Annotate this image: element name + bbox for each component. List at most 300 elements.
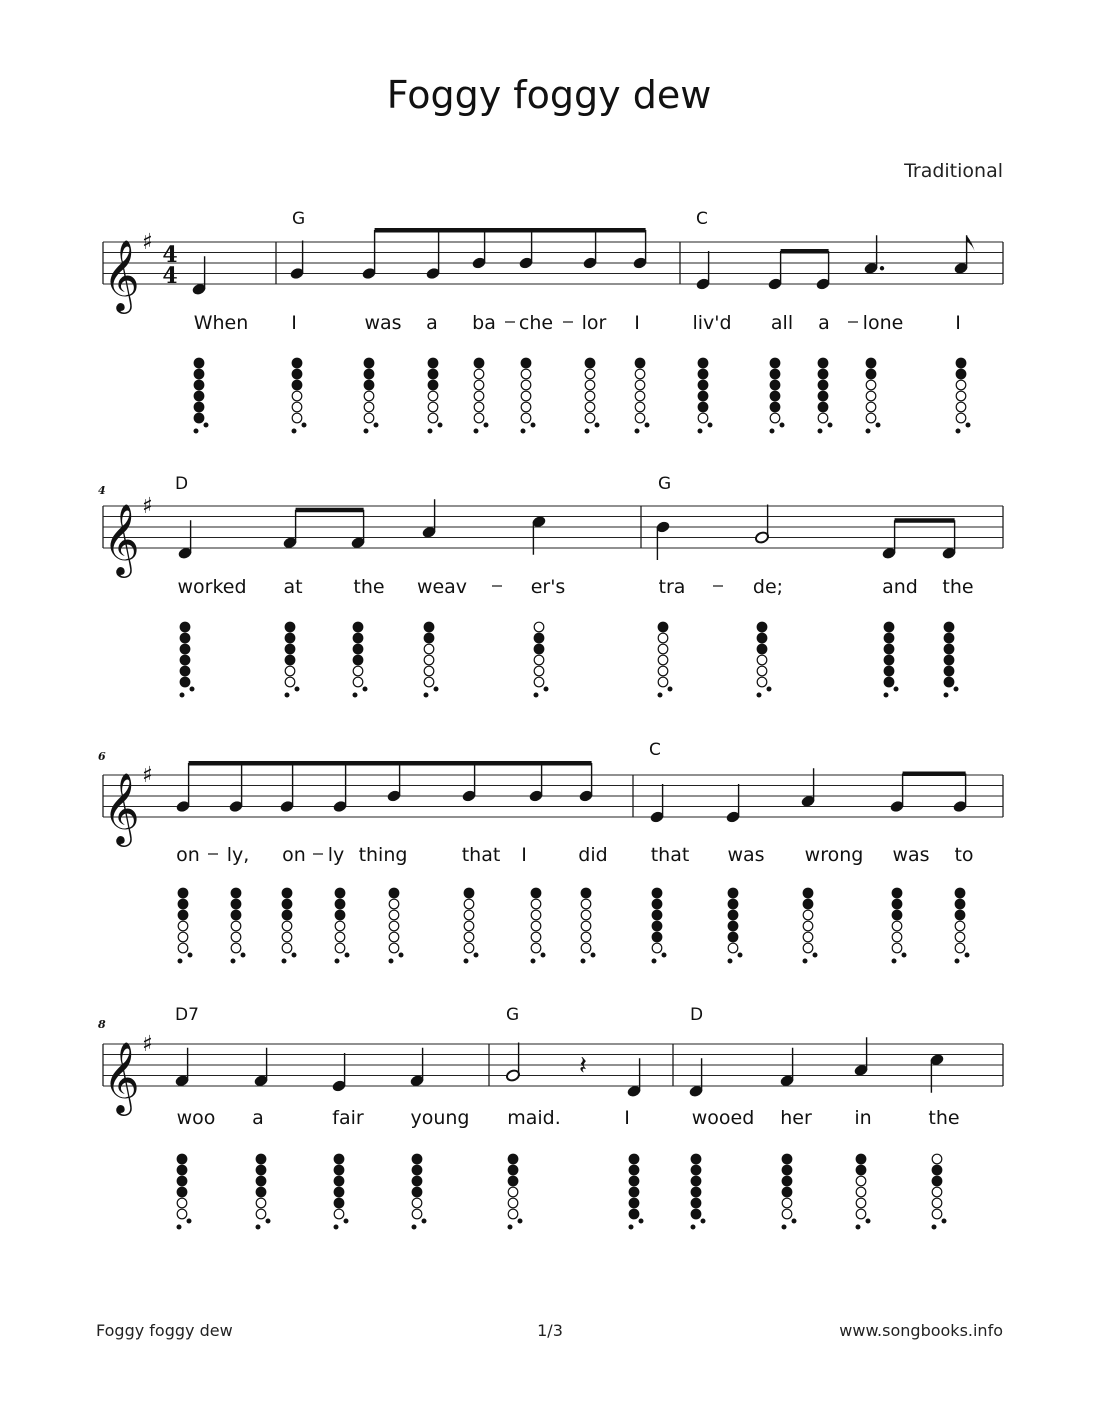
open-hole-icon [803, 932, 813, 942]
fingering-chart [944, 622, 959, 697]
open-hole-icon [956, 380, 966, 390]
covered-hole-icon [944, 644, 954, 654]
fingering-chart [474, 358, 489, 433]
tab-dot-icon [438, 423, 443, 428]
open-hole-icon [658, 633, 668, 643]
covered-hole-icon [474, 358, 484, 368]
covered-hole-icon [818, 369, 828, 379]
tab-dot-icon [374, 423, 379, 428]
open-hole-icon [658, 644, 668, 654]
covered-hole-icon [194, 380, 204, 390]
measure-number: 8 [98, 1018, 106, 1031]
covered-hole-icon [691, 1198, 701, 1208]
note-beam [903, 772, 966, 777]
covered-hole-icon [335, 888, 345, 898]
key-signature-sharp-icon: ♯ [142, 1032, 153, 1057]
open-hole-icon [364, 391, 374, 401]
covered-hole-icon [285, 622, 295, 632]
tab-dot-icon [424, 693, 429, 698]
covered-hole-icon [770, 369, 780, 379]
covered-hole-icon [178, 910, 188, 920]
open-hole-icon [757, 677, 767, 687]
open-hole-icon [424, 666, 434, 676]
covered-hole-icon [353, 644, 363, 654]
covered-hole-icon [334, 1176, 344, 1186]
open-hole-icon [698, 413, 708, 423]
fingering-chart [956, 358, 971, 433]
covered-hole-icon [353, 633, 363, 643]
chord-symbol: D [175, 474, 189, 494]
lyric-syllable: I [624, 1107, 630, 1129]
tab-dot-icon [464, 959, 469, 964]
tab-dot-icon [757, 693, 762, 698]
open-hole-icon [412, 1198, 422, 1208]
tab-dot-icon [241, 953, 246, 958]
footer-website: www.songbooks.info [839, 1321, 1003, 1340]
time-signature-numerator: 4 [162, 242, 178, 268]
lyric-syllable: a [818, 312, 830, 334]
open-hole-icon [892, 921, 902, 931]
fingering-chart [180, 622, 195, 697]
open-hole-icon [531, 910, 541, 920]
open-hole-icon [585, 380, 595, 390]
covered-hole-icon [884, 644, 894, 654]
open-hole-icon [581, 921, 591, 931]
covered-hole-icon [180, 622, 190, 632]
tab-dot-icon [204, 423, 209, 428]
open-hole-icon [856, 1176, 866, 1186]
covered-hole-icon [757, 622, 767, 632]
open-hole-icon [335, 932, 345, 942]
covered-hole-icon [691, 1165, 701, 1175]
covered-hole-icon [856, 1165, 866, 1175]
chord-symbol: G [506, 1005, 520, 1025]
tab-dot-icon [412, 1225, 417, 1230]
tab-dot-icon [738, 953, 743, 958]
music-system [98, 474, 1003, 698]
tab-dot-icon [474, 953, 479, 958]
tab-dot-icon [884, 693, 889, 698]
tab-dot-icon [942, 1219, 947, 1224]
tab-dot-icon [422, 1219, 427, 1224]
open-hole-icon [728, 943, 738, 953]
fingering-chart [691, 1154, 706, 1229]
open-hole-icon [531, 899, 541, 909]
covered-hole-icon [956, 369, 966, 379]
open-hole-icon [932, 1198, 942, 1208]
open-hole-icon [652, 943, 662, 953]
covered-hole-icon [285, 655, 295, 665]
open-hole-icon [474, 380, 484, 390]
covered-hole-icon [177, 1154, 187, 1164]
tab-dot-icon [668, 687, 673, 692]
covered-hole-icon [956, 358, 966, 368]
tab-dot-icon [544, 687, 549, 692]
open-hole-icon [353, 666, 363, 676]
lyric-syllable: young [410, 1107, 470, 1129]
open-hole-icon [364, 413, 374, 423]
covered-hole-icon [428, 369, 438, 379]
open-hole-icon [534, 677, 544, 687]
lyric-syllable: lor [581, 312, 607, 334]
tab-dot-icon [292, 953, 297, 958]
covered-hole-icon [892, 888, 902, 898]
covered-hole-icon [803, 888, 813, 898]
open-hole-icon [782, 1209, 792, 1219]
covered-hole-icon [177, 1165, 187, 1175]
lyric-syllable: and [882, 576, 918, 598]
open-hole-icon [585, 402, 595, 412]
lyric-syllable: all [770, 312, 794, 334]
lyric-syllable: was [727, 844, 765, 866]
covered-hole-icon [364, 369, 374, 379]
covered-hole-icon [292, 380, 302, 390]
footer-page-number: 1/3 [537, 1321, 563, 1340]
covered-hole-icon [629, 1154, 639, 1164]
tab-dot-icon [965, 953, 970, 958]
open-hole-icon [757, 666, 767, 676]
chord-symbol: C [649, 740, 661, 760]
open-hole-icon [956, 391, 966, 401]
covered-hole-icon [412, 1187, 422, 1197]
tab-dot-icon [295, 687, 300, 692]
lyric-syllable: was [364, 312, 402, 334]
covered-hole-icon [892, 910, 902, 920]
tab-dot-icon [231, 959, 236, 964]
covered-hole-icon [424, 622, 434, 632]
tab-dot-icon [399, 953, 404, 958]
covered-hole-icon [585, 358, 595, 368]
tab-dot-icon [698, 429, 703, 434]
tab-dot-icon [954, 687, 959, 692]
lyric-syllable: lone [862, 312, 904, 334]
covered-hole-icon [180, 666, 190, 676]
covered-hole-icon [944, 633, 954, 643]
lyric-syllable: ly [327, 844, 345, 866]
open-hole-icon [256, 1209, 266, 1219]
covered-hole-icon [353, 655, 363, 665]
music-system [98, 1005, 1003, 1230]
open-hole-icon [464, 921, 474, 931]
lyric-syllable: a [426, 312, 438, 334]
note-beam [189, 761, 592, 766]
tab-dot-icon [595, 423, 600, 428]
fingering-chart [531, 888, 546, 963]
covered-hole-icon [334, 1187, 344, 1197]
tab-dot-icon [508, 1225, 513, 1230]
open-hole-icon [508, 1209, 518, 1219]
note-beam [375, 228, 646, 233]
open-hole-icon [770, 413, 780, 423]
tab-dot-icon [353, 693, 358, 698]
fingering-chart [770, 358, 785, 433]
fingering-chart [698, 358, 713, 433]
covered-hole-icon [364, 358, 374, 368]
fingering-chart [428, 358, 443, 433]
covered-hole-icon [629, 1165, 639, 1175]
covered-hole-icon [884, 655, 894, 665]
fingering-chart [285, 622, 300, 697]
tab-dot-icon [344, 1219, 349, 1224]
lyric-syllable: did [578, 844, 608, 866]
open-hole-icon [285, 677, 295, 687]
open-hole-icon [231, 943, 241, 953]
fingering-chart [856, 1154, 871, 1229]
covered-hole-icon [629, 1198, 639, 1208]
fingering-chart [464, 888, 479, 963]
covered-hole-icon [412, 1165, 422, 1175]
open-hole-icon [757, 655, 767, 665]
open-hole-icon [282, 932, 292, 942]
covered-hole-icon [508, 1165, 518, 1175]
open-hole-icon [581, 910, 591, 920]
open-hole-icon [508, 1198, 518, 1208]
note-flag-icon [967, 235, 975, 251]
lyric-syllable: was [892, 844, 930, 866]
lyric-syllable: the [942, 576, 974, 598]
tab-dot-icon [364, 429, 369, 434]
covered-hole-icon [944, 666, 954, 676]
covered-hole-icon [629, 1187, 639, 1197]
covered-hole-icon [884, 633, 894, 643]
chord-symbol: D [690, 1005, 704, 1025]
open-hole-icon [658, 677, 668, 687]
covered-hole-icon [335, 899, 345, 909]
open-hole-icon [856, 1187, 866, 1197]
tab-dot-icon [190, 687, 195, 692]
note-beam [296, 508, 364, 513]
augmentation-dot [880, 266, 884, 270]
lyric-syllable: maid. [507, 1107, 561, 1129]
fingering-chart [884, 622, 899, 697]
tab-dot-icon [767, 687, 772, 692]
fingering-chart [782, 1154, 797, 1229]
fingering-chart [635, 358, 650, 433]
covered-hole-icon [728, 910, 738, 920]
open-hole-icon [585, 391, 595, 401]
tab-dot-icon [484, 423, 489, 428]
open-hole-icon [521, 380, 531, 390]
tab-dot-icon [645, 423, 650, 428]
open-hole-icon [464, 943, 474, 953]
open-hole-icon [389, 910, 399, 920]
covered-hole-icon [389, 888, 399, 898]
fingering-chart [803, 888, 818, 963]
covered-hole-icon [691, 1176, 701, 1186]
covered-hole-icon [256, 1165, 266, 1175]
covered-hole-icon [282, 888, 292, 898]
covered-hole-icon [658, 622, 668, 632]
lyric-syllable: the [928, 1107, 960, 1129]
treble-clef-icon: 𝄞 [103, 238, 140, 311]
covered-hole-icon [944, 655, 954, 665]
open-hole-icon [474, 391, 484, 401]
lyric-syllable: de; [752, 576, 784, 598]
key-signature-sharp-icon: ♯ [142, 230, 153, 255]
tab-dot-icon [894, 687, 899, 692]
open-hole-icon [955, 932, 965, 942]
tab-dot-icon [474, 429, 479, 434]
lyric-syllable: her [780, 1107, 812, 1129]
open-hole-icon [956, 413, 966, 423]
fingering-chart [335, 888, 350, 963]
fingering-chart [652, 888, 667, 963]
fingering-chart [892, 888, 907, 963]
tab-dot-icon [956, 429, 961, 434]
covered-hole-icon [782, 1176, 792, 1186]
tab-dot-icon [531, 959, 536, 964]
tab-dot-icon [866, 1219, 871, 1224]
covered-hole-icon [955, 899, 965, 909]
tab-dot-icon [818, 429, 823, 434]
covered-hole-icon [428, 358, 438, 368]
covered-hole-icon [652, 910, 662, 920]
covered-hole-icon [521, 358, 531, 368]
open-hole-icon [803, 943, 813, 953]
tab-dot-icon [187, 1219, 192, 1224]
lyric-syllable: I [634, 312, 640, 334]
open-hole-icon [353, 677, 363, 687]
open-hole-icon [292, 391, 302, 401]
covered-hole-icon [728, 888, 738, 898]
open-hole-icon [335, 921, 345, 931]
open-hole-icon [177, 1198, 187, 1208]
tab-dot-icon [285, 693, 290, 698]
open-hole-icon [818, 413, 828, 423]
covered-hole-icon [818, 380, 828, 390]
open-hole-icon [521, 391, 531, 401]
covered-hole-icon [194, 413, 204, 423]
open-hole-icon [389, 932, 399, 942]
covered-hole-icon [335, 910, 345, 920]
chord-symbol: G [292, 209, 306, 229]
covered-hole-icon [691, 1187, 701, 1197]
covered-hole-icon [508, 1176, 518, 1186]
fingering-chart [585, 358, 600, 433]
covered-hole-icon [334, 1165, 344, 1175]
fingering-chart [194, 358, 209, 433]
open-hole-icon [635, 369, 645, 379]
open-hole-icon [856, 1209, 866, 1219]
tab-dot-icon [282, 959, 287, 964]
open-hole-icon [581, 932, 591, 942]
fingering-chart [866, 358, 881, 433]
open-hole-icon [231, 921, 241, 931]
covered-hole-icon [428, 380, 438, 390]
open-hole-icon [581, 943, 591, 953]
fingering-chart [424, 622, 439, 697]
tab-dot-icon [902, 953, 907, 958]
covered-hole-icon [282, 910, 292, 920]
fingering-chart [389, 888, 404, 963]
covered-hole-icon [932, 1176, 942, 1186]
open-hole-icon [521, 369, 531, 379]
fingering-chart [728, 888, 743, 963]
open-hole-icon [521, 413, 531, 423]
music-systems [98, 209, 1003, 1230]
tab-dot-icon [639, 1219, 644, 1224]
covered-hole-icon [770, 402, 780, 412]
open-hole-icon [856, 1198, 866, 1208]
tab-dot-icon [728, 959, 733, 964]
covered-hole-icon [177, 1176, 187, 1186]
covered-hole-icon [180, 655, 190, 665]
open-hole-icon [534, 622, 544, 632]
covered-hole-icon [866, 369, 876, 379]
open-hole-icon [474, 369, 484, 379]
covered-hole-icon [728, 899, 738, 909]
treble-clef-icon: 𝄞 [103, 1040, 140, 1113]
open-hole-icon [282, 921, 292, 931]
open-hole-icon [292, 413, 302, 423]
tab-dot-icon [866, 429, 871, 434]
treble-clef-icon: 𝄞 [103, 502, 140, 575]
open-hole-icon [364, 402, 374, 412]
tab-dot-icon [178, 959, 183, 964]
tab-dot-icon [803, 959, 808, 964]
quarter-rest-icon: 𝄽 [579, 1051, 587, 1081]
tab-dot-icon [334, 1225, 339, 1230]
covered-hole-icon [412, 1176, 422, 1186]
tab-dot-icon [292, 429, 297, 434]
open-hole-icon [534, 655, 544, 665]
open-hole-icon [635, 413, 645, 423]
open-hole-icon [178, 943, 188, 953]
covered-hole-icon [698, 358, 708, 368]
covered-hole-icon [652, 932, 662, 942]
covered-hole-icon [178, 899, 188, 909]
tab-dot-icon [177, 1225, 182, 1230]
covered-hole-icon [884, 666, 894, 676]
covered-hole-icon [231, 888, 241, 898]
lyric-syllable: che [518, 312, 554, 334]
treble-clef-icon: 𝄞 [103, 771, 140, 844]
covered-hole-icon [866, 358, 876, 368]
covered-hole-icon [194, 369, 204, 379]
chord-symbol: C [696, 209, 708, 229]
covered-hole-icon [698, 402, 708, 412]
covered-hole-icon [770, 380, 780, 390]
covered-hole-icon [698, 369, 708, 379]
open-hole-icon [412, 1209, 422, 1219]
key-signature-sharp-icon: ♯ [142, 494, 153, 519]
open-hole-icon [389, 899, 399, 909]
covered-hole-icon [818, 391, 828, 401]
open-hole-icon [335, 943, 345, 953]
tab-dot-icon [944, 693, 949, 698]
key-signature-sharp-icon: ♯ [142, 763, 153, 788]
fingering-chart [757, 622, 772, 697]
lyric-syllable: woo [176, 1107, 216, 1129]
open-hole-icon [282, 943, 292, 953]
open-hole-icon [932, 1209, 942, 1219]
fingering-chart [231, 888, 246, 963]
tab-dot-icon [345, 953, 350, 958]
covered-hole-icon [282, 899, 292, 909]
open-hole-icon [508, 1187, 518, 1197]
open-hole-icon [531, 921, 541, 931]
time-signature-denominator: 4 [162, 263, 178, 289]
tab-dot-icon [780, 423, 785, 428]
open-hole-icon [955, 943, 965, 953]
tab-dot-icon [691, 1225, 696, 1230]
chord-symbol: G [658, 474, 672, 494]
lyric-syllable: er's [530, 576, 566, 598]
open-hole-icon [658, 666, 668, 676]
covered-hole-icon [364, 380, 374, 390]
covered-hole-icon [180, 677, 190, 687]
open-hole-icon [803, 910, 813, 920]
